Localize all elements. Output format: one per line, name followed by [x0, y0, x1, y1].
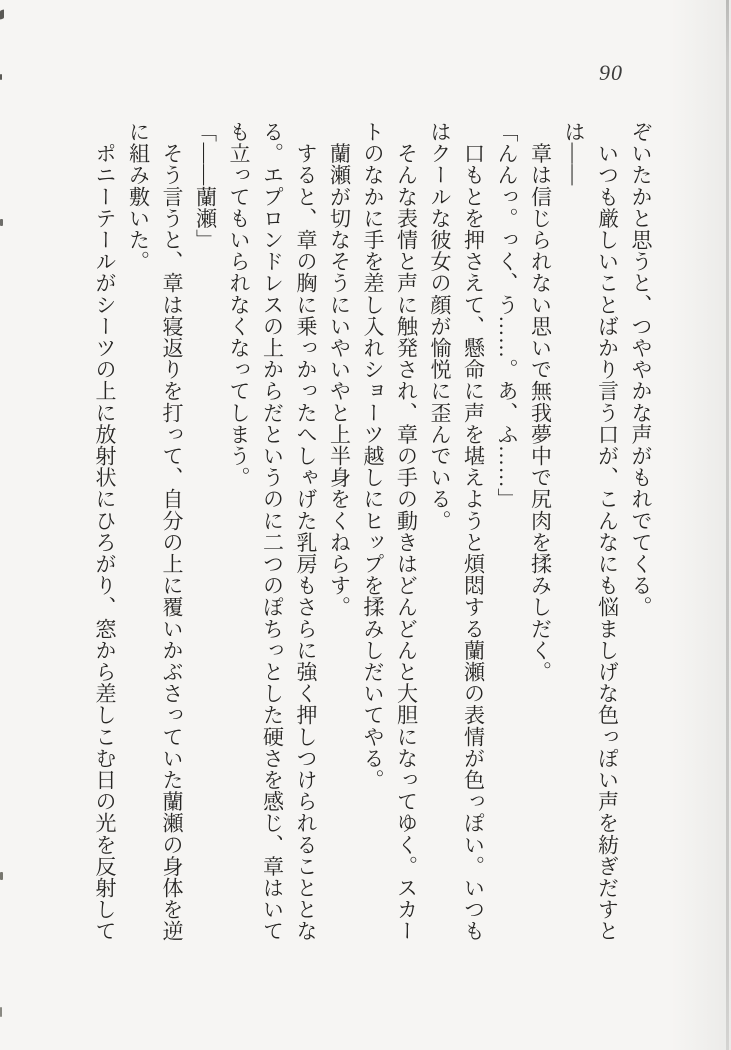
- paragraph: そんな表情と声に触発され、章の手の動きはどんどんと大胆になってゆく。スカートのなかに手を差し入れショーツ越しにヒップを揉みしだいてやる。: [361, 121, 419, 942]
- scanned-page-edge: [726, 0, 729, 1050]
- paragraph: そう言うと、章は寝返りを打って、自分の上に覆いかぶさっていた蘭瀬の身体を逆に組み敷いた。: [126, 121, 184, 942]
- page-number: 90: [599, 60, 623, 85]
- paragraph: ぞいたかと思うと、つややかな声がもれでてくる。: [629, 121, 653, 618]
- paragraph-dialogue: 「――蘭瀬」: [193, 121, 218, 251]
- scan-speck: [0, 219, 3, 226]
- paragraph-dialogue: 「んんっ。っく、う……。あ、ふ……」: [495, 121, 519, 510]
- scan-speck: [0, 872, 3, 880]
- paragraph: すると、章の胸に乗っかったへしゃげた乳房もさらに強く押しつけられることとなる。エプロンドレスの上からだというのに二つのぽちっとした硬さを感じ、章はいても立ってもいられなくなってしまう。: [227, 121, 318, 942]
- paragraph: 章は信じられない思いで無我夢中で尻肉を揉みしだく。: [528, 121, 553, 683]
- scan-speck: [0, 74, 2, 80]
- scan-speck: [0, 9, 4, 19]
- scan-speck: [0, 1007, 2, 1017]
- paragraph: いつも厳しいことばかり言う口が、こんなにも悩ましげな色っぽい声を紡ぎだすとは――: [562, 121, 620, 942]
- paragraph: ポニーテールがシーツの上に放射状にひろがり、窓から差しこむ日の光を反射して: [93, 121, 117, 942]
- paragraph: 口もとを押さえて、懸命に声を堪えようと煩悶する蘭瀬の表情が色っぽい。いつもはクールな彼女の顔が愉悦に歪んでいる。: [428, 121, 486, 942]
- body-text: [88, 121, 658, 943]
- paragraph: 蘭瀬が切なそうにいやいやと上半身をくねらす。: [327, 121, 352, 618]
